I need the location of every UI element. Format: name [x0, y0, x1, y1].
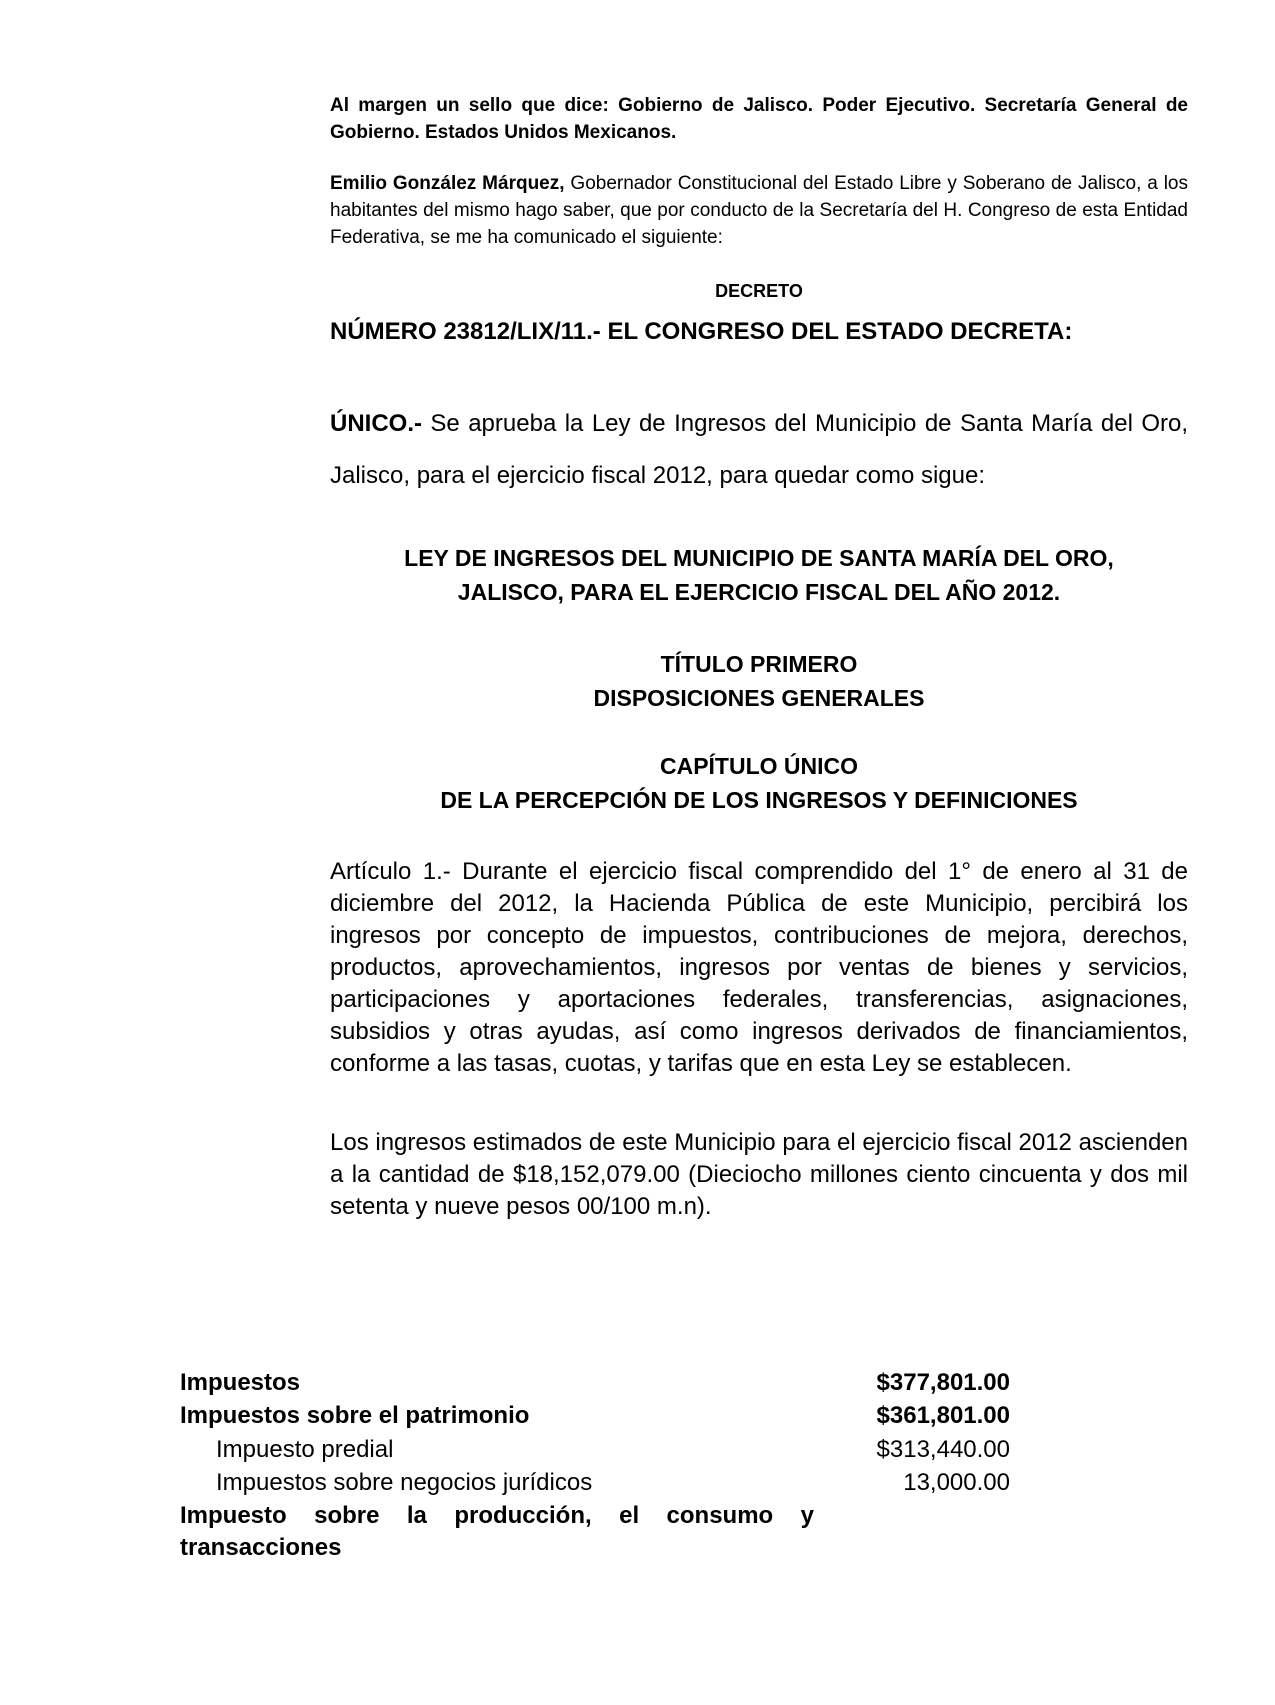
law-title [330, 541, 1188, 609]
income-row [180, 1400, 1010, 1432]
articulo-1: Artículo 1.- Durante el ejercicio fiscal comprendido del 1° de enero al 31 de diciembre del 2012, la Hacienda Pública de este Municipio, percibirá los ingresos por concepto de impuestos, contribuciones de mejora, derechos, productos, aprovechamientos, ingresos por ventas de bienes y servicios, participaciones y aportaciones federales, transferencias, asignaciones, subsidios y otras ayudas, así como ingresos derivados de financiamientos, conforme a las tasas, cuotas, y tarifas que en esta Ley se establecen. [330, 858, 1188, 1077]
intro-paragraph [330, 170, 1188, 251]
titulo-heading [330, 647, 1188, 715]
income-amount: 13,000.00 [903, 1469, 1010, 1496]
income-row [180, 1434, 1010, 1466]
income-row [180, 1500, 814, 1564]
income-label: Impuestos sobre el patrimonio [180, 1402, 530, 1429]
unico-label: ÚNICO.- [330, 410, 422, 437]
income-label: Impuesto sobre la producción, el consumo y transacciones [180, 1502, 814, 1561]
income-row [180, 1367, 1010, 1399]
income-label: Impuestos sobre negocios jurídicos [216, 1469, 593, 1496]
income-amount: $361,801.00 [876, 1402, 1010, 1429]
income-label: Impuesto predial [216, 1436, 394, 1463]
income-amount: $377,801.00 [876, 1369, 1010, 1396]
ingresos-estimados: Los ingresos estimados de este Municipio para el ejercicio fiscal 2012 ascienden a la cantidad de $18,152,079.00 (Dieciocho millones ciento cincuenta y dos mil setenta y nueve pesos 00/100 m.n). [330, 1129, 1188, 1220]
capitulo-name: DE LA PERCEPCIÓN DE LOS INGRESOS Y DEFINICIONES [440, 787, 1078, 813]
titulo-name: DISPOSICIONES GENERALES [593, 685, 925, 711]
income-row [180, 1467, 1010, 1499]
income-label: Impuestos [180, 1369, 301, 1396]
unico-text: Se aprueba la Ley de Ingresos del Municipio de Santa María del Oro, Jalisco, para el ejercicio fiscal 2012, para quedar como sigue: [330, 410, 1188, 489]
law-title-line-1: LEY DE INGRESOS DEL MUNICIPIO DE SANTA MARÍA DEL ORO, [404, 545, 1114, 571]
capitulo-number: CAPÍTULO ÚNICO [659, 753, 859, 779]
titulo-number: TÍTULO PRIMERO [660, 651, 858, 677]
unico-paragraph [330, 398, 1188, 502]
intro-text: Gobernador Constitucional del Estado Libre y Soberano de Jalisco, a los habitantes del mismo hago saber, que por conducto de la Secretaría del H. Congreso de esta Entidad Federativa, se me ha comunicado el siguiente: [330, 173, 1188, 248]
margin-note: Al margen un sello que dice: Gobierno de Jalisco. Poder Ejecutivo. Secretaría General de Gobierno. Estados Unidos Mexicanos. [330, 95, 1188, 143]
income-amount: $313,440.00 [876, 1436, 1010, 1463]
capitulo-heading [330, 749, 1188, 817]
governor-name: Emilio González Márquez, [330, 173, 565, 194]
law-title-line-2: JALISCO, PARA EL EJERCICIO FISCAL DEL AÑO 2012. [457, 579, 1061, 605]
decree-number: NÚMERO 23812/LIX/11.- EL CONGRESO DEL ESTADO DECRETA: [330, 318, 1073, 345]
decree-label: DECRETO [715, 281, 803, 301]
